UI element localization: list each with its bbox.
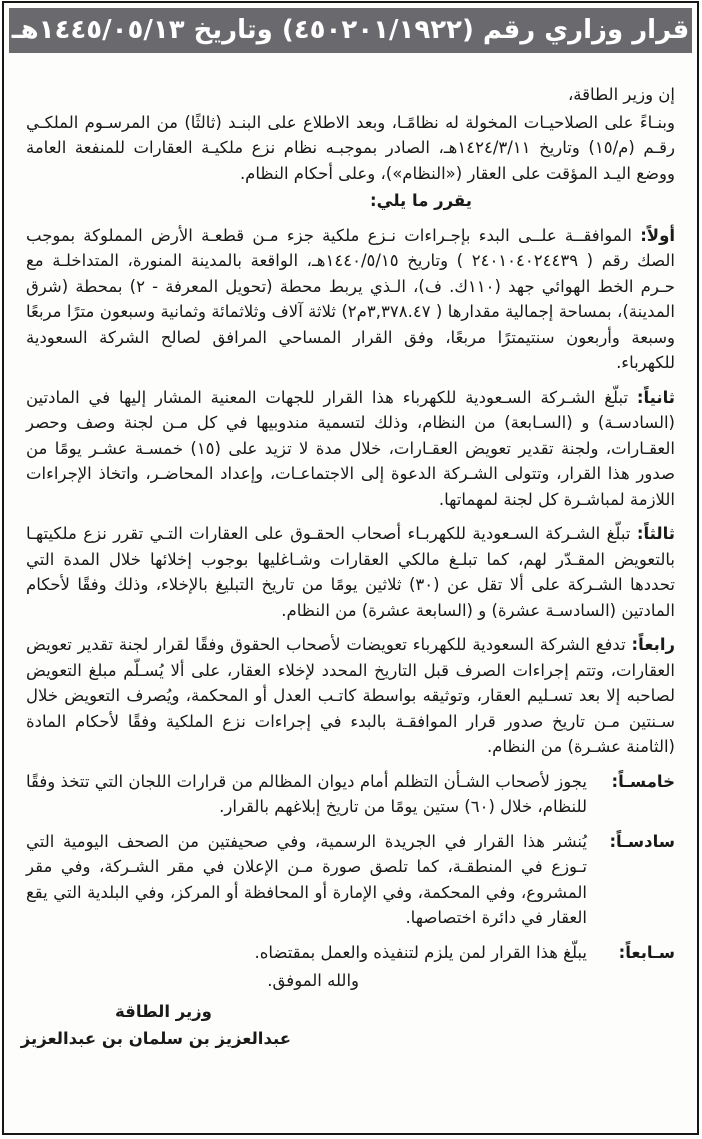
decree-item-7	[26, 940, 675, 966]
decree-item-4	[26, 632, 675, 760]
item-6-ordinal: سادسـاً:	[609, 831, 675, 851]
decree-body	[4, 82, 697, 1052]
decree-item-6	[26, 829, 675, 931]
item-6-text: يُنشر هذا القرار في الجريدة الرسمية، وفي صحيفتين من الصحف اليومية التي تـوزع في المنطقـة، كما تلصق صورة مـن الإعلان في مقر الشـركة، وفي مقر المشروع، وفي المحكمة، وفي الإمارة أو المحافظة أو المركز، وفي البلدية التي يقع العقار في دائرة اختصاصها.	[26, 831, 587, 927]
decree-item-3	[26, 521, 675, 623]
item-3-text: تبلّغ الشـركة السـعودية للكهربـاء أصحاب الحقـوق على العقارات التـي تقرر نزع ملكيتهـا بالتعويض المقـدّر لهم، كما تبلـغ مالكي العقارات وشـاغليها بوجوب إخلائها خلال المدة التي تحددها الشـركة على ألا تقل عن (٣٠) ثلاثين يومًا من تاريخ التبليغ بالإخلاء، وذلك وفقًا لأحكام المادتين (السادسـة عشرة) و (السابعة عشرة) من النظام.	[26, 524, 675, 620]
preamble-minister-line: إن وزير الطاقة،	[567, 85, 675, 104]
signatory-name: عبدالعزيز بن سلمان بن عبدالعزيز	[20, 1028, 291, 1048]
item-4-ordinal: رابعاً:	[631, 635, 676, 654]
item-2-text: تبلّغ الشـركة السـعودية للكهرباء هذا القرار للجهات المعنية المشار إليها في المادتين (السادسـة) و (السـابعة) من النظام، وذلك لتسمية مندوبيها في كل مـن لجنة وصف وحصر العقـارات، ولجنة تقدير تعويض العقـارات، خلال مدة لا تزيد على (١٥) خمسـة عشـر يومًا من صدور هذا القرار، وتتولى الشـركة الدعوة إلى الاجتماعـات، وإعداد المحاضـر، واتخاذ الإجراءات اللازمة لمباشـرة كل لجنة لمهماتها.	[26, 387, 675, 509]
preamble-basis: وبنـاءً على الصلاحيـات المخولة له نظامًـا، وبعد الاطلاع على البنـد (ثالثًا) من المرسـوم الملكـي رقـم (م/١٥) وتاريخ ١٤٢٤/٣/١١هـ، الصادر بموجبـه نظام نزع ملكيـة العقارات للمنفعة العامة ووضع اليـد المؤقت على العقار («النظام»)، وعلى أحكام النظام.	[26, 112, 675, 183]
item-2-ordinal: ثانياً:	[636, 387, 675, 407]
closing-blessing: والله الموفق.	[267, 971, 359, 990]
decree-item-2	[26, 385, 675, 513]
decree-title-banner	[9, 8, 692, 53]
signatory-title: وزير الطاقة	[115, 1001, 212, 1021]
decree-item-1	[26, 223, 675, 376]
decree-frame	[2, 1, 699, 1135]
item-1-text: الموافقــة علــى البدء بإجـراءات نـزع ملكية جزء مـن قطعـة الأرض المملوكة بموجب الصك رقم ( ٢٤٠١٠٤٠٢٤٤٣٩ ) وتاريخ ١٤٤٠/٥/١٥هـ، الواقعة بالمدينة المنورة، المتداخلـة مع حـرم الخط الهوائي جهد (١١٠ك. ف)، الـذي يربط محطة (تحويل المعرفة - ٢) بمحطة (شرق المدينة)، بمساحة إجمالية مقدارها ( ٣,٣٧٨.٤٧م٢) ثلاثة آلاف وثلاثمائة وثمانية وسبعون مترًا مربعًا وسبعة وأربعون سنتيمترًا مربعًا، وفق القرار المساحي المرافق لصالح الشركة السعودية للكهرباء.	[26, 225, 675, 372]
item-4-text: تدفع الشركة السعودية للكهرباء تعويضات لأصحاب الحقوق وفقًا لقرار لجنة تقدير تعويض العقارات، وتتم إجراءات الصرف قبل التاريخ المحدد لإخلاء العقار، على ألا يُسـلّم مبلغ التعويض لصاحبه إلا بعد تسـليم العقار، وتوثيقه بواسطة كاتـب العدل أو المحكمة، ويُصرف التعويض خلال سـنتين مـن تاريخ صدور قرار الموافقـة بالبدء في إجراءات نزع الملكية وفقًا لأحكام المادة (الثامنة عشـرة) من النظام.	[26, 635, 675, 756]
decree-title: قرار وزاري رقم (٤٥٠٢٠١/١٩٢٢) وتاريخ ١٤٤٥/٠٥/١٣هـ	[11, 15, 690, 45]
item-5-ordinal: خامسـاً:	[611, 771, 675, 791]
item-7-ordinal: سـابعاً:	[618, 942, 675, 962]
item-3-ordinal: ثالثاً:	[636, 524, 676, 543]
item-5-text: يجوز لأصحاب الشـأن التظلم أمام ديوان المظالم من قرارات اللجان التي تتخذ وفقًا للنظام، خلال (٦٠) ستين يومًا من تاريخ إبلاغهم بالقرار.	[26, 771, 587, 816]
decree-intro: يقرر ما يلي:	[370, 191, 472, 210]
signature-block	[20, 999, 291, 1052]
item-7-text: يبلّغ هذا القرار لمن يلزم لتنفيذه والعمل بمقتضاه.	[254, 942, 587, 962]
decree-item-5	[26, 769, 675, 820]
item-1-ordinal: أولاً:	[640, 225, 675, 245]
